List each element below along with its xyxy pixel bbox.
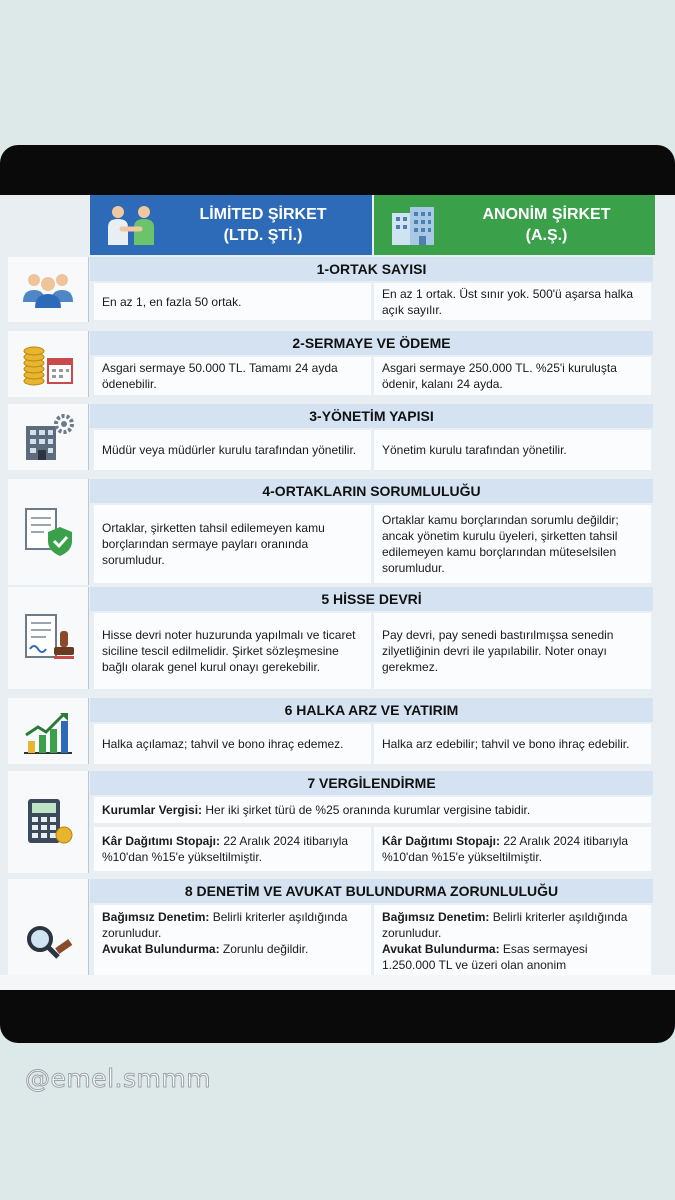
- section-hisse-devri: [8, 587, 653, 689]
- section-title: 4-ORTAKLARIN SORUMLULUĞU: [90, 479, 653, 503]
- full-width-cell: [94, 797, 651, 823]
- as-cell: [374, 905, 651, 975]
- section-sermaye-odeme: [8, 331, 653, 397]
- as-cell: Yönetim kurulu tarafından yönetilir.: [374, 430, 651, 470]
- as-title: ANONİM ŞİRKET: [482, 206, 611, 223]
- cell-text: 22 Aralık 2024 itibarıyla %10'dan %15'e yükseltilmiştir.: [382, 834, 629, 864]
- growth-chart-icon: [20, 707, 76, 755]
- office-building-icon: [384, 203, 446, 247]
- magnifier-gavel-icon: [20, 899, 76, 959]
- people-group-icon: [20, 268, 76, 312]
- image-bottom-strip: [0, 975, 675, 990]
- as-column-header: [374, 195, 655, 255]
- section-halka-arz: [8, 698, 653, 764]
- cell-label: Kâr Dağıtımı Stopajı:: [102, 834, 221, 848]
- section-ortak-sayisi: [8, 257, 653, 322]
- ltd-cell: Asgari sermaye 50.000 TL. Tamamı 24 ayda ödenebilir.: [94, 357, 371, 395]
- ltd-cell: Ortaklar, şirketten tahsil edilemeyen kamu borçlarından sermaye payları oranında sorumludur.: [94, 505, 371, 583]
- section-title: 5 HİSSE DEVRİ: [90, 587, 653, 611]
- section-title: 6 HALKA ARZ VE YATIRIM: [90, 698, 653, 722]
- section-title: 2-SERMAYE VE ÖDEME: [90, 331, 653, 355]
- cell-label: Avukat Bulundurma:: [102, 942, 220, 956]
- calculator-icon: [20, 795, 76, 849]
- ltd-title: LİMİTED ŞİRKET: [199, 206, 327, 223]
- cell-label: Kurumlar Vergisi:: [102, 803, 203, 817]
- black-frame-top: [0, 145, 675, 195]
- cell-label: Bağımsız Denetim:: [102, 910, 210, 924]
- as-cell: Ortaklar kamu borçlarından sorumlu değildir; ancak yönetim kurulu üyeleri, şirketten tahsil edilemeyen kamu borçlarından müteselsilen sorumludur.: [374, 505, 651, 583]
- ltd-cell: Halka açılamaz; tahvil ve bono ihraç edemez.: [94, 724, 371, 764]
- cell-text: 22 Aralık 2024 itibarıyla %10'dan %15'e yükseltilmiştir.: [102, 834, 349, 864]
- ltd-cell: En az 1, en fazla 50 ortak.: [94, 283, 371, 320]
- comparison-infographic: [0, 195, 675, 975]
- black-frame-bottom: [0, 990, 675, 1043]
- as-cell: Asgari sermaye 250.000 TL. %25'i kuruluşta ödenir, kalanı 24 ayda.: [374, 357, 651, 395]
- as-cell: [374, 827, 651, 871]
- section-title: 8 DENETİM VE AVUKAT BULUNDURMA ZORUNLULUĞU: [90, 879, 653, 903]
- cell-label: Bağımsız Denetim:: [382, 910, 490, 924]
- coins-calendar-icon: [20, 341, 76, 387]
- cell-text: Belirli kriterler aşıldığında zorunludur.: [382, 910, 628, 940]
- cell-label: Kâr Dağıtımı Stopajı:: [382, 834, 501, 848]
- handshake-people-icon: [100, 203, 162, 247]
- document-stamp-icon: [20, 611, 76, 665]
- ltd-cell: [94, 905, 371, 975]
- section-denetim-avukat: [8, 879, 653, 975]
- building-gear-icon: [20, 412, 76, 462]
- section-title: 3-YÖNETİM YAPISI: [90, 404, 653, 428]
- cell-text: Esas sermayesi 1.250.000 TL ve üzeri olan anonim: [382, 942, 588, 972]
- as-abbr: (A.Ş.): [525, 227, 568, 244]
- ltd-cell: Müdür veya müdürler kurulu tarafından yönetilir.: [94, 430, 371, 470]
- section-title: 1-ORTAK SAYISI: [90, 257, 653, 281]
- as-cell: En az 1 ortak. Üst sınır yok. 500'ü aşarsa halka açık sayılır.: [374, 283, 651, 320]
- as-cell: Halka arz edebilir; tahvil ve bono ihraç edebilir.: [374, 724, 651, 764]
- section-ortaklarin-sorumlulugu: [8, 479, 653, 585]
- ltd-column-header: [90, 195, 372, 255]
- ltd-cell: [94, 827, 371, 871]
- section-title: 7 VERGİLENDİRME: [90, 771, 653, 795]
- cell-text: Zorunlu değildir.: [219, 942, 309, 956]
- cell-text: Her iki şirket türü de %25 oranında kurumlar vergisine tabidir.: [202, 803, 531, 817]
- as-cell: Pay devri, pay senedi bastırılmışsa senedin zilyetliğinin devri ile yapılabilir. Noter onayı gerekmez.: [374, 613, 651, 689]
- ltd-cell: Hisse devri noter huzurunda yapılmalı ve ticaret siciline tescil edilmelidir. Şirket sözleşmesine bağlı olarak genel kurul onayı gerekebilir.: [94, 613, 371, 689]
- section-yonetim-yapisi: [8, 404, 653, 470]
- cell-label: Avukat Bulundurma:: [382, 942, 500, 956]
- document-shield-icon: [20, 505, 76, 559]
- ltd-abbr: (LTD. ŞTİ.): [223, 227, 303, 244]
- cell-text: Belirli kriterler aşıldığında zorunludur.: [102, 910, 348, 940]
- section-vergilendirme: [8, 771, 653, 873]
- watermark-handle: @emel.smmm: [25, 1064, 212, 1093]
